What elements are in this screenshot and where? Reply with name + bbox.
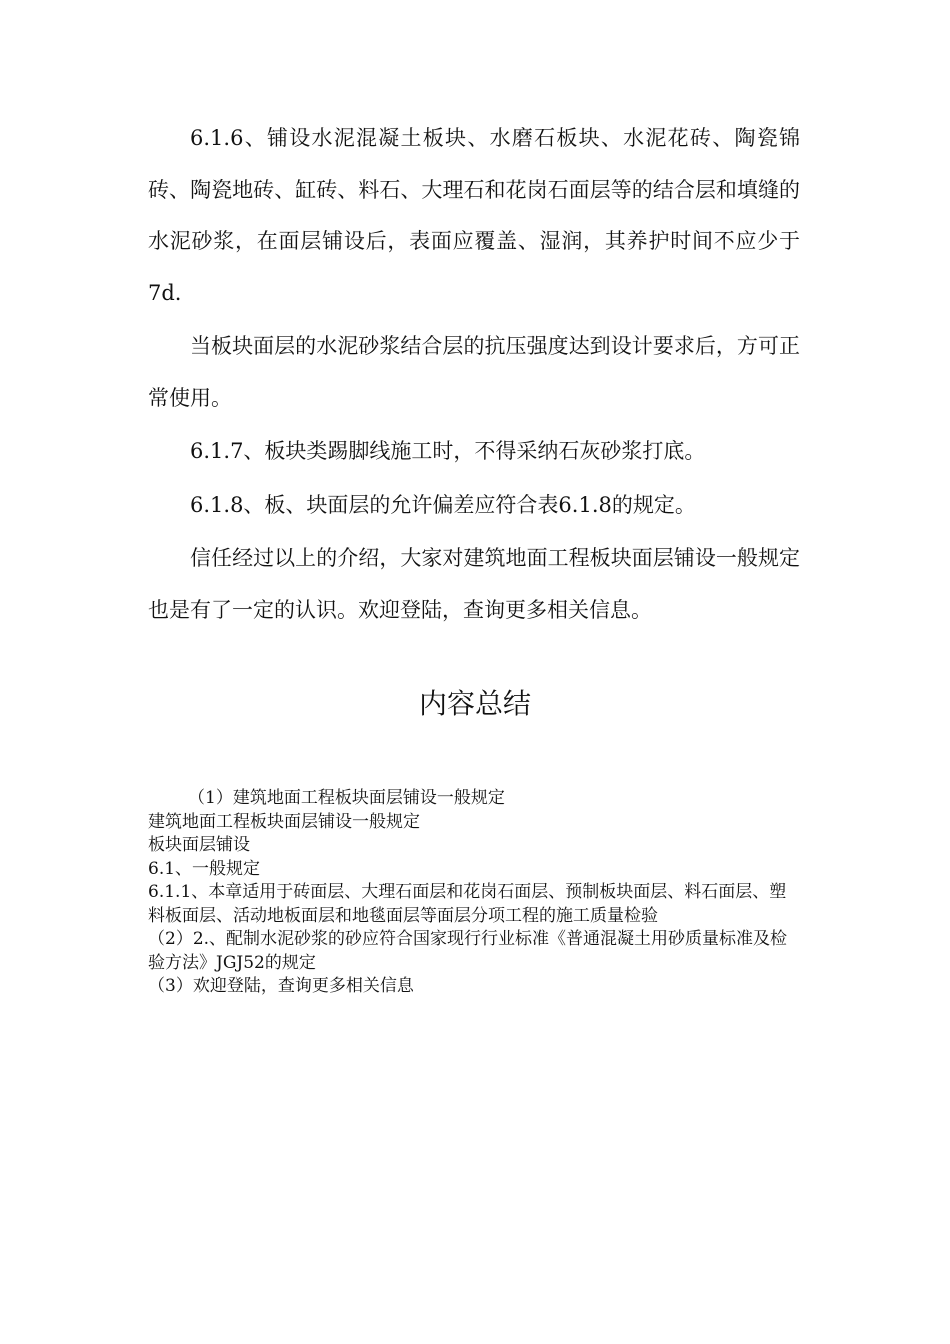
summary-line: （2）2.、配制水泥砂浆的砂应符合国家现行行业标准《普通混凝土用砂质量标准及检验方法》JGJ52的规定 [148, 929, 788, 973]
summary-line: 6.1、一般规定 [148, 858, 261, 879]
summary-line: 板块面层铺设 [148, 835, 250, 855]
summary-line: （3）欢迎登陆，查询更多相关信息 [148, 976, 414, 996]
summary-line: （1）建筑地面工程板块面层铺设一般规定 [188, 788, 505, 808]
summary-line: 建筑地面工程板块面层铺设一般规定 [148, 811, 420, 832]
summary-section [148, 787, 800, 999]
paragraph-closing: 信任经过以上的介绍，大家对建筑地面工程板块面层铺设一般规定也是有了一定的认识。欢迎登陆，查询更多相关信息。 [148, 546, 800, 622]
paragraph-6-1-8: 6.1.8、板、块面层的允许偏差应符合表6.1.8的规定。 [190, 492, 696, 517]
paragraph-strength-requirement: 当板块面层的水泥砂浆结合层的抗压强度达到设计要求后，方可正常使用。 [148, 334, 800, 410]
summary-line: 6.1.1、本章适用于砖面层、大理石面层和花岗石面层、预制板块面层、料石面层、塑料板面层、活动地板面层和地毯面层等面层分项工程的施工质量检验 [148, 882, 787, 926]
paragraph-6-1-6: 6.1.6、铺设水泥混凝土板块、水磨石板块、水泥花砖、陶瓷锦砖、陶瓷地砖、缸砖、料石、大理石和花岗石面层等的结合层和填缝的水泥砂浆，在面层铺设后，表面应覆盖、湿润，其养护时间不应少于7d. [148, 126, 800, 305]
paragraph-6-1-7: 6.1.7、板块类踢脚线施工时，不得采纳石灰砂浆打底。 [190, 439, 706, 463]
body-text [148, 113, 800, 638]
summary-title: 内容总结 [418, 687, 531, 720]
